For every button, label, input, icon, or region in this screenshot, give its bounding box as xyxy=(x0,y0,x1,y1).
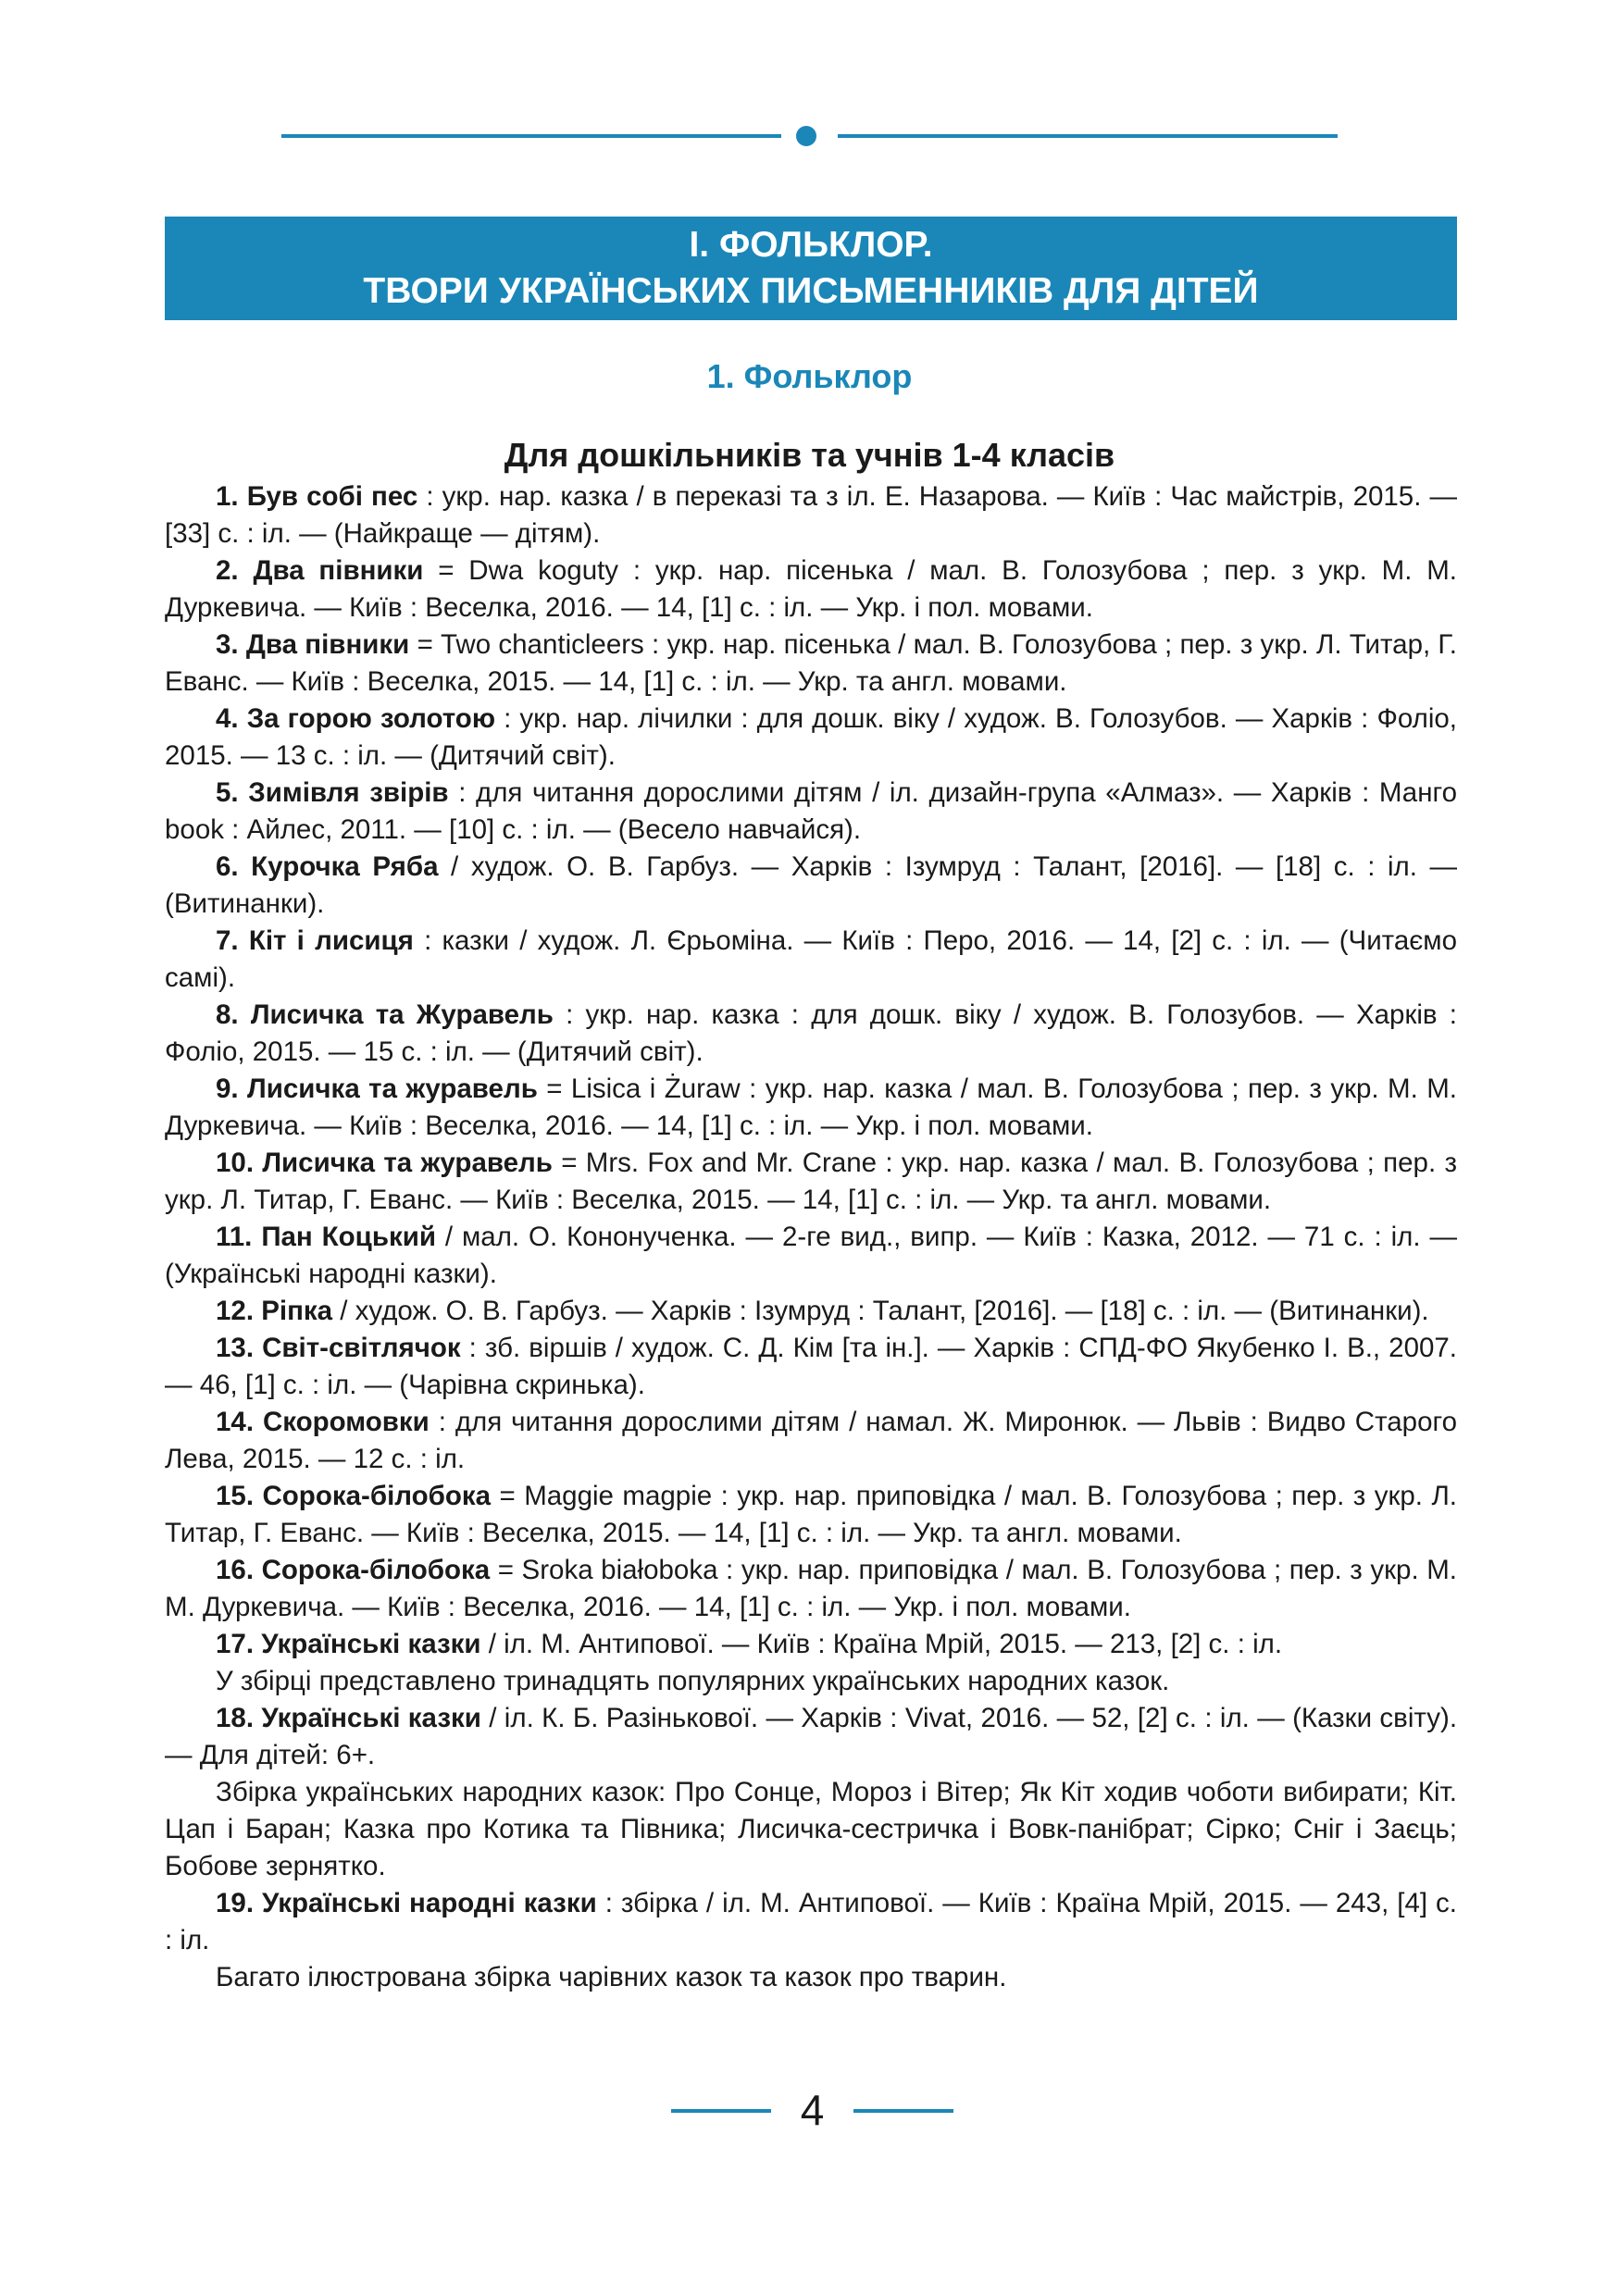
entry-heading xyxy=(216,703,495,734)
bibliography-entry xyxy=(165,701,1457,775)
entry-details: : укр. нар. казка : для дошк. віку / худож. В. Голозубов. — Харків : Фоліо, 2015. — 15 с. : іл. — (Дитячий світ). xyxy=(165,999,1457,1067)
bibliography-entry xyxy=(165,1552,1457,1626)
bibliography-entry xyxy=(165,1626,1457,1663)
entry-heading xyxy=(216,925,414,956)
entry-details: = Sroka białoboka : укр. нар. приповідка / мал. В. Голозубова ; пер. з укр. М. М. Дуркевича. — Київ : Веселка, 2016. — 14, [1] с. : іл. — Укр. і пол. мовами. xyxy=(165,1555,1457,1622)
entry-details: / іл. К. Б. Разінькової. — Харків : Vivat, 2016. — 52, [2] с. : іл. — (Казки світу). — Для дітей: 6+. xyxy=(165,1703,1458,1770)
entry-heading xyxy=(216,1703,481,1733)
entry-title: Ріпка xyxy=(261,1296,333,1326)
entry-number: 1. xyxy=(216,481,239,512)
bibliography-entry xyxy=(165,1478,1457,1552)
entry-details: : для читання дорослими дітям / іл. дизайн-група «Алмаз». — Харків : Манго book : Айлес, 2011. — [10] с. : іл. — (Весело навчайся). xyxy=(165,777,1458,845)
entry-heading xyxy=(216,629,409,660)
entry-number: 18. xyxy=(216,1703,255,1733)
bibliography-entry xyxy=(165,1145,1457,1219)
entry-number: 2. xyxy=(216,555,239,586)
entry-number: 7. xyxy=(216,925,239,956)
page-number: 4 xyxy=(800,2086,825,2134)
entry-title: Українські казки xyxy=(261,1629,481,1659)
entry-title: Сорока-білобока xyxy=(261,1555,491,1585)
entry-details: : для читання дорослими дітям / намал. Ж. Миронюк. — Львів : Видво Старого Лева, 2015. — 12 с. : іл. xyxy=(165,1407,1458,1474)
entry-annotation: Багато ілюстрована збірка чарівних казок та казок про тварин. xyxy=(216,1962,1007,1992)
entry-title: Два півники xyxy=(245,629,410,660)
entry-details: / худож. О. В. Гарбуз. — Харків : Ізумруд : Талант, [2016]. — [18] с. : іл. — (Витинанки). xyxy=(332,1296,1429,1326)
entry-heading xyxy=(216,481,417,512)
entry-title: Світ-світлячок xyxy=(262,1333,461,1363)
chapter-banner xyxy=(165,217,1457,320)
entry-number: 16. xyxy=(216,1555,255,1585)
entry-title: Скоромовки xyxy=(262,1407,430,1437)
entry-heading xyxy=(216,555,423,586)
entry-heading xyxy=(216,1074,538,1104)
bibliography-entry xyxy=(165,1330,1457,1404)
entry-number: 4. xyxy=(216,703,239,734)
bibliography-entry xyxy=(165,478,1457,552)
bibliography-entry xyxy=(165,1885,1457,1959)
entry-number: 10. xyxy=(216,1148,255,1178)
entry-number: 6. xyxy=(216,851,239,882)
entry-details: / іл. М. Антипової. — Київ : Країна Мрій, 2015. — 213, [2] с. : іл. xyxy=(480,1629,1283,1659)
entry-number: 15. xyxy=(216,1481,255,1511)
entry-title: Українські казки xyxy=(261,1703,481,1733)
bibliography-entry xyxy=(165,1293,1457,1330)
entry-number: 5. xyxy=(216,777,239,808)
entry-heading xyxy=(216,1333,461,1363)
entry-details: = Mrs. Fox and Mr. Crane : укр. нар. казка / мал. В. Голозубова ; пер. з укр. Л. Титар, Г. Еванс. — Київ : Веселка, 2015. — 14, [1] с. : іл. — Укр. та англ. мовами. xyxy=(165,1148,1457,1215)
entry-title: Лисичка та Журавель xyxy=(250,999,554,1030)
entry-details: / худож. О. В. Гарбуз. — Харків : Ізумруд : Талант, [2016]. — [18] с. : іл. — (Витинанки). xyxy=(165,851,1458,919)
top-decor-dot xyxy=(796,126,816,146)
entry-heading xyxy=(216,999,554,1030)
bibliography-entry xyxy=(165,923,1457,997)
entry-title: Курочка Ряба xyxy=(251,851,439,882)
bibliography-entry xyxy=(165,627,1457,701)
entry-heading xyxy=(216,1296,332,1326)
entry-number: 14. xyxy=(216,1407,255,1437)
entry-number: 11. xyxy=(216,1222,253,1252)
entry-title: Сорока-білобока xyxy=(262,1481,492,1511)
bibliography-entry xyxy=(165,1404,1457,1478)
entry-annotation: У збірці представлено тринадцять популярних українських народних казок. xyxy=(216,1666,1170,1696)
entry-title: Два півники xyxy=(253,555,424,586)
entry-heading xyxy=(216,1888,597,1918)
entry-number: 13. xyxy=(216,1333,255,1363)
entry-number: 3. xyxy=(216,629,239,660)
bibliography-list xyxy=(165,478,1457,1996)
entry-number: 8. xyxy=(216,999,239,1030)
section-title: 1. Фольклор xyxy=(706,357,913,395)
footer-decor-line-left xyxy=(671,2109,771,2113)
bibliography-entry xyxy=(165,775,1457,849)
entry-heading xyxy=(216,1629,481,1659)
entry-heading xyxy=(216,851,439,882)
entry-details: / мал. О. Конoнученка. — 2-ге вид., випр. — Київ : Казка, 2012. — 71 с. : іл. — (Українські народні казки). xyxy=(165,1222,1457,1289)
entry-title: Лисичка та журавель xyxy=(262,1148,553,1178)
entry-details: = Two chanticleers : укр. нар. пісенька / мал. В. Голозубова ; пер. з укр. Л. Титар, Г. Еванс. — Київ : Веселка, 2015. — 14, [1] с. : іл. — Укр. та англ. мовами. xyxy=(165,629,1458,697)
footer-decor-line-right xyxy=(853,2109,953,2113)
entry-number: 19. xyxy=(216,1888,255,1918)
entry-details: = Dwa koguty : укр. нар. пісенька / мал. В. Голозубова ; пер. з укр. М. М. Дуркевича. — Київ : Веселка, 2016. — 14, [1] с. : іл. — Укр. і пол. мовами. xyxy=(165,555,1457,623)
entry-title: Лисичка та журавель xyxy=(247,1074,538,1104)
entry-heading xyxy=(216,1481,491,1511)
entry-number: 9. xyxy=(216,1074,239,1104)
subsection-title: Для дошкільників та учнів 1-4 класів xyxy=(504,436,1115,474)
entry-heading xyxy=(216,777,449,808)
entry-details: : казки / худож. Л. Єрьоміна. — Київ : Перо, 2016. — 14, [2] с. : іл. — (Читаємо самі). xyxy=(165,925,1457,993)
entry-heading xyxy=(216,1407,430,1437)
top-decor-line-right xyxy=(838,134,1338,138)
entry-heading xyxy=(216,1148,553,1178)
bibliography-entry xyxy=(165,849,1457,923)
top-decor-line-left xyxy=(281,134,781,138)
entry-details: : укр. нар. лічилки : для дошк. віку / худож. В. Голозубов. — Харків : Фоліо, 2015. — 13 с. : іл. — (Дитячий світ). xyxy=(165,703,1457,771)
entry-title: Зимівля звірів xyxy=(248,777,449,808)
entry-title: Кіт і лисиця xyxy=(248,925,414,956)
entry-title: Пан Коцький xyxy=(261,1222,436,1252)
entry-number: 17. xyxy=(216,1629,255,1659)
entry-number: 12. xyxy=(216,1296,255,1326)
entry-details: = Maggie magpie : укр. нар. приповідка / мал. В. Голозубова ; пер. з укр. Л. Титар, Г. Еванс. — Київ : Веселка, 2015. — 14, [1] с. : іл. — Укр. та англ. мовами. xyxy=(165,1481,1457,1548)
entry-details: : укр. нар. казка / в переказі та з іл. Е. Назарова. — Київ : Час майстрів, 2015. — [33] с. : іл. — (Найкраще — дітям). xyxy=(165,481,1457,549)
chapter-title-line1: І. ФОЛЬКЛОР. xyxy=(689,225,933,265)
entry-details: = Lisica i Żuraw : укр. нар. казка / мал. В. Голозубова ; пер. з укр. М. М. Дуркевича. — Київ : Веселка, 2016. — 14, [1] с. : іл. — Укр. і пол. мовами. xyxy=(165,1074,1457,1141)
entry-title: Був собі пес xyxy=(246,481,418,512)
entry-details: : збірка / іл. М. Антипової. — Київ : Країна Мрій, 2015. — 243, [4] с. : іл. xyxy=(165,1888,1458,1955)
bibliography-entry xyxy=(165,552,1457,627)
entry-title: За горою золотою xyxy=(246,703,496,734)
entry-heading xyxy=(216,1222,436,1252)
entry-title: Українські народні казки xyxy=(262,1888,597,1918)
entry-heading xyxy=(216,1555,490,1585)
bibliography-entry xyxy=(165,1700,1457,1774)
entry-annotation: Збірка українських народних казок: Про Сонце, Мороз і Вітер; Як Кіт ходив чоботи вибирати; Кіт. Цап і Баран; Казка про Котика та Півника; Лисичка-сестричка і Вовк-панібрат; Сірко; Сніг і Заєць; Бобове зернятко. xyxy=(165,1777,1457,1881)
entry-details: : зб. віршів / худож. С. Д. Кім [та ін.]. — Харків : СПД-ФО Якубенко І. В., 2007. — 46, [1] с. : іл. — (Чарівна скринька). xyxy=(165,1333,1457,1400)
bibliography-entry xyxy=(165,1219,1457,1293)
bibliography-entry xyxy=(165,1071,1457,1145)
bibliography-entry xyxy=(165,997,1457,1071)
chapter-title-line2: ТВОРИ УКРАЇНСЬКИХ ПИСЬМЕННИКІВ ДЛЯ ДІТЕЙ xyxy=(363,271,1259,311)
